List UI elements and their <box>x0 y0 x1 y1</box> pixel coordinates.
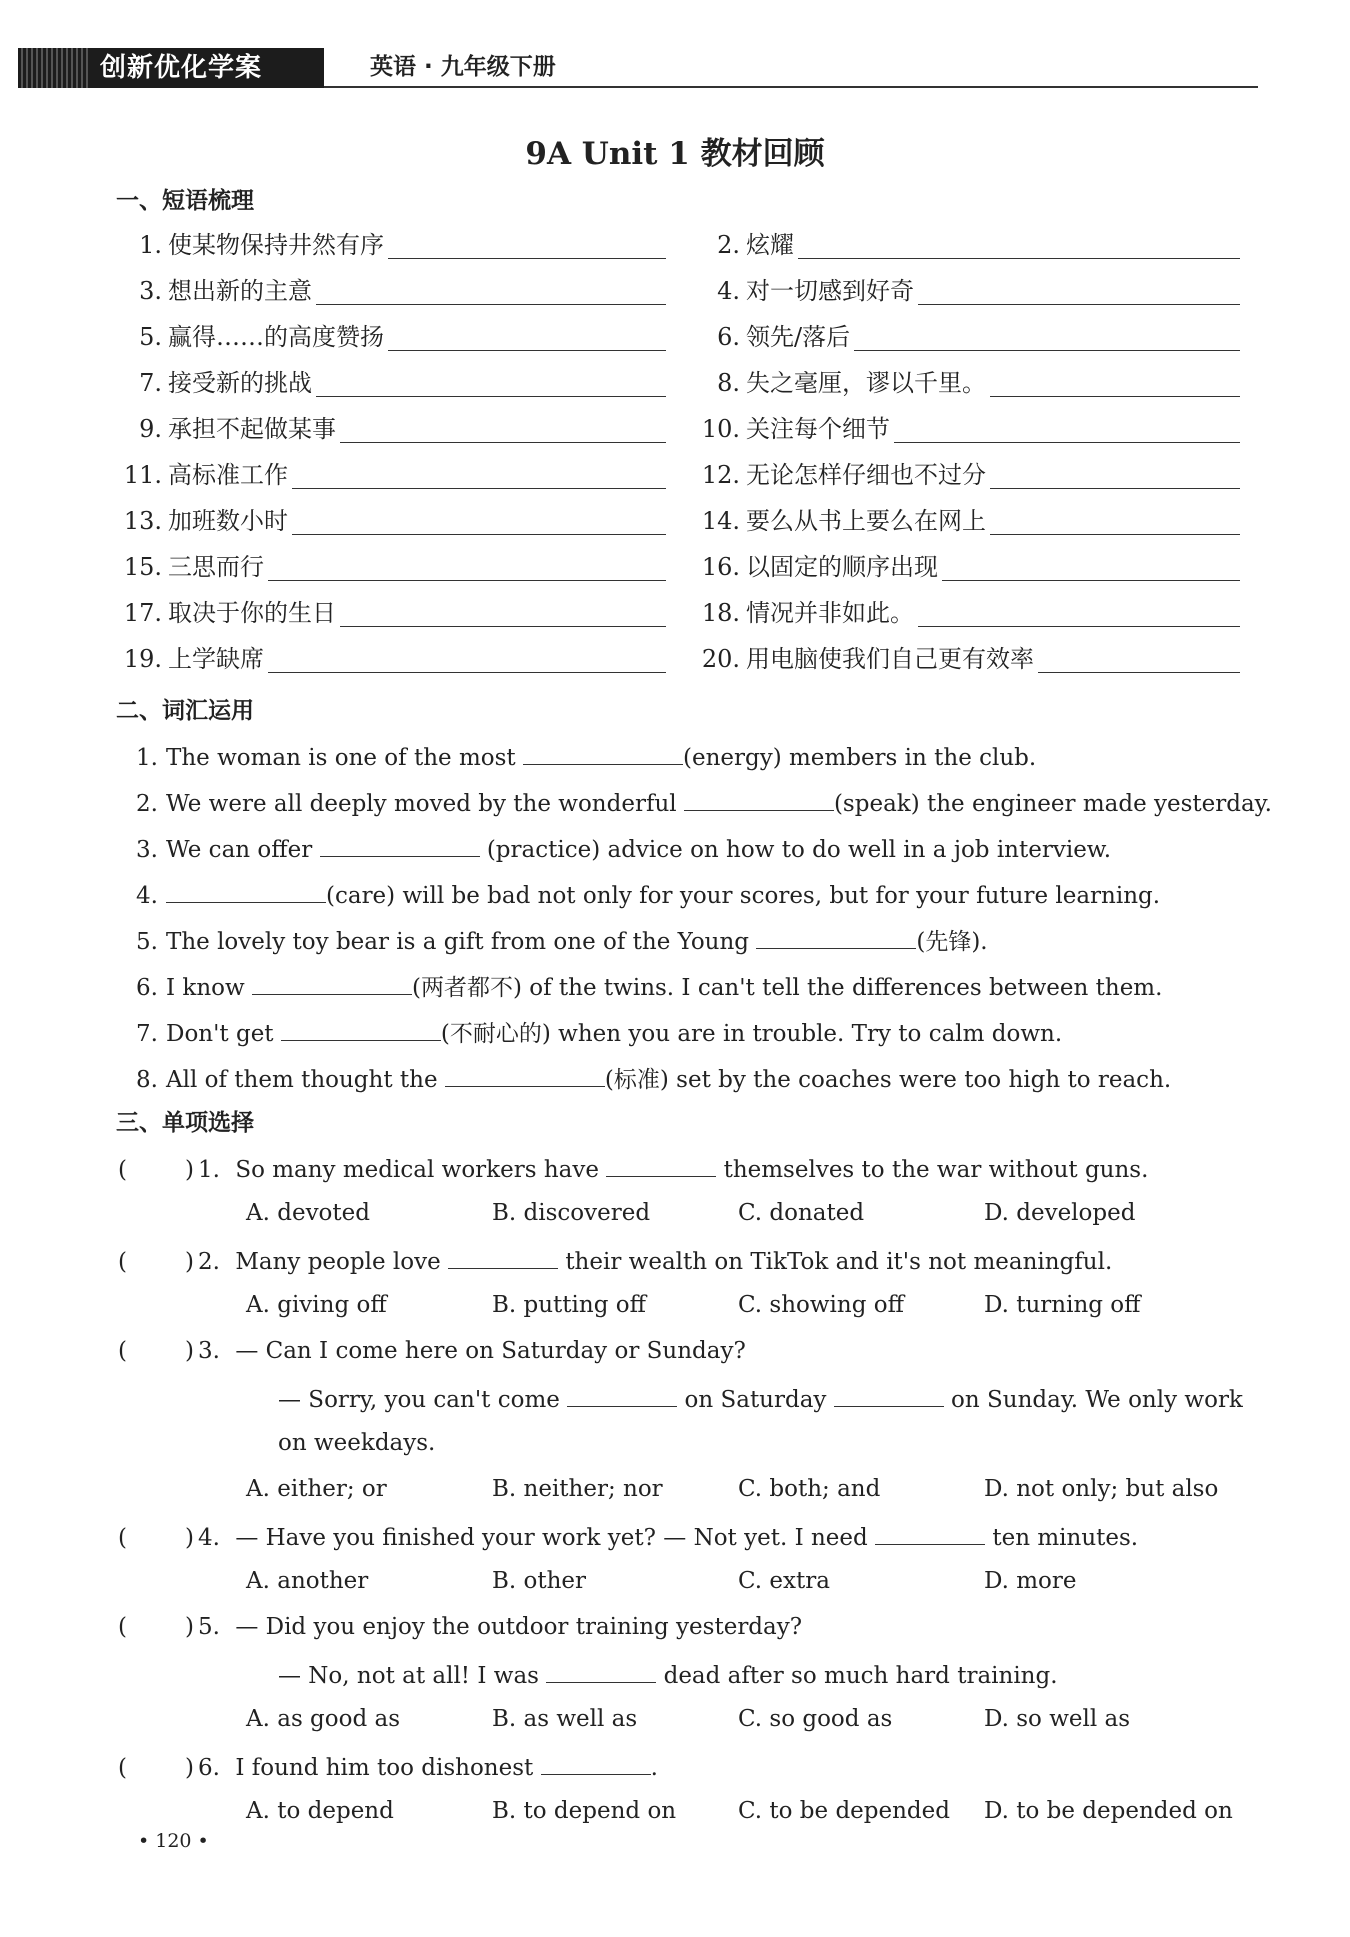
phrase-item <box>696 320 1240 354</box>
mc-question-3-line3: on weekdays. <box>278 1430 436 1456</box>
section3-heading: 三、单项选择 <box>116 1110 254 1136</box>
subject-label: 英语 · 九年级下册 <box>370 54 556 80</box>
answer-blank[interactable] <box>854 320 1240 351</box>
phrase-text: 失之毫厘，谬以千里。 <box>746 369 986 397</box>
vocab-item: 2. We were all deeply moved by the wonderful (speak) the engineer made yesterday. <box>126 784 1272 821</box>
phrase-item <box>118 412 666 446</box>
mc-question-1: ( ) 1. So many medical workers have themselves to the war without guns. <box>118 1150 1148 1187</box>
phrase-item <box>118 458 666 492</box>
option-a[interactable]: A. another <box>246 1568 369 1594</box>
option-b[interactable]: B. to depend on <box>492 1798 677 1824</box>
phrase-number: 17. <box>123 599 162 627</box>
phrase-text: 使某物保持井然有序 <box>168 231 384 259</box>
phrase-number: 5. <box>139 323 162 351</box>
answer-blank[interactable] <box>292 504 666 535</box>
option-b[interactable]: B. other <box>492 1568 587 1594</box>
option-a[interactable]: A. either; or <box>246 1476 387 1502</box>
option-c[interactable]: C. both; and <box>738 1476 881 1502</box>
option-b[interactable]: B. discovered <box>492 1200 651 1226</box>
answer-blank[interactable] <box>990 458 1240 489</box>
phrase-text: 关注每个细节 <box>746 415 890 443</box>
phrase-item <box>118 550 666 584</box>
phrase-item <box>118 366 666 400</box>
phrase-number: 4. <box>717 277 740 305</box>
phrase-item <box>696 412 1240 446</box>
phrase-item <box>118 596 666 630</box>
answer-blank[interactable] <box>445 1060 605 1087</box>
option-a[interactable]: A. devoted <box>246 1200 370 1226</box>
phrase-text: 想出新的主意 <box>168 277 312 305</box>
phrase-number: 14. <box>701 507 740 535</box>
option-b[interactable]: B. as well as <box>492 1706 638 1732</box>
phrase-number: 13. <box>123 507 162 535</box>
phrase-text: 以固定的顺序出现 <box>746 553 938 581</box>
phrase-item <box>696 596 1240 630</box>
mc-question-5: ( ) 5. — Did you enjoy the outdoor training yesterday? <box>118 1610 802 1644</box>
vocab-item: 1. The woman is one of the most (energy) members in the club. <box>126 738 1036 775</box>
phrase-number: 20. <box>701 645 740 673</box>
phrase-number: 1. <box>139 231 162 259</box>
option-d[interactable]: D. so well as <box>984 1706 1131 1732</box>
phrase-number: 10. <box>701 415 740 443</box>
answer-blank[interactable] <box>448 1242 558 1269</box>
option-b[interactable]: B. putting off <box>492 1292 646 1318</box>
answer-blank[interactable] <box>834 1380 944 1407</box>
phrase-text: 取决于你的生日 <box>168 599 336 627</box>
vocab-item: 5. The lovely toy bear is a gift from one of the Young (先锋). <box>126 922 988 959</box>
option-d[interactable]: D. not only; but also <box>984 1476 1219 1502</box>
answer-bracket[interactable]: ( ) <box>118 1157 194 1183</box>
phrase-text: 加班数小时 <box>168 507 288 535</box>
phrase-item <box>696 228 1240 262</box>
option-d[interactable]: D. more <box>984 1568 1077 1594</box>
answer-blank[interactable] <box>523 738 683 765</box>
phrase-item <box>118 642 666 676</box>
answer-blank[interactable] <box>268 550 666 581</box>
answer-blank[interactable] <box>546 1656 656 1683</box>
answer-bracket[interactable]: ( ) <box>118 1614 194 1640</box>
option-a[interactable]: A. as good as <box>246 1706 401 1732</box>
answer-bracket[interactable]: ( ) <box>118 1525 194 1551</box>
answer-bracket[interactable]: ( ) <box>118 1249 194 1275</box>
answer-blank[interactable] <box>942 550 1240 581</box>
phrase-text: 无论怎样仔细也不过分 <box>746 461 986 489</box>
phrase-number: 2. <box>717 231 740 259</box>
answer-blank[interactable] <box>541 1748 651 1775</box>
answer-blank[interactable] <box>990 504 1240 535</box>
mc-question-5-line2: — No, not at all! I was dead after so much hard training. <box>278 1656 1058 1693</box>
answer-blank[interactable] <box>606 1150 716 1177</box>
answer-blank[interactable] <box>281 1014 441 1041</box>
answer-blank[interactable] <box>340 596 666 627</box>
answer-blank[interactable] <box>292 458 666 489</box>
page-title: 9A Unit 1 教材回顾 <box>525 136 825 172</box>
phrase-item <box>696 504 1240 538</box>
answer-blank[interactable] <box>567 1380 677 1407</box>
phrase-item <box>696 550 1240 584</box>
phrase-text: 上学缺席 <box>168 645 264 673</box>
phrase-number: 18. <box>701 599 740 627</box>
mc-question-4: ( ) 4. — Have you finished your work yet? — Not yet. I need ten minutes. <box>118 1518 1138 1555</box>
option-c[interactable]: C. so good as <box>738 1706 893 1732</box>
vocab-item: 8. All of them thought the (标准) set by the coaches were too high to reach. <box>126 1060 1171 1097</box>
option-d[interactable]: D. to be depended on <box>984 1798 1233 1824</box>
vocab-item: 6. I know (两者都不) of the twins. I can't tell the differences between them. <box>126 968 1162 1005</box>
phrase-text: 领先/落后 <box>746 323 851 351</box>
answer-blank[interactable] <box>166 876 326 903</box>
phrase-number: 9. <box>139 415 162 443</box>
option-d[interactable]: D. turning off <box>984 1292 1141 1318</box>
mc-question-3: ( ) 3. — Can I come here on Saturday or Sunday? <box>118 1334 746 1368</box>
phrase-number: 16. <box>701 553 740 581</box>
answer-bracket[interactable]: ( ) <box>118 1755 194 1781</box>
option-c[interactable]: C. donated <box>738 1200 865 1226</box>
mc-question-2: ( ) 2. Many people love their wealth on TikTok and it's not meaningful. <box>118 1242 1112 1279</box>
phrase-number: 6. <box>717 323 740 351</box>
brand-text: 创新优化学案 <box>100 53 263 83</box>
option-c[interactable]: C. showing off <box>738 1292 904 1318</box>
phrase-number: 3. <box>139 277 162 305</box>
answer-blank[interactable] <box>756 922 916 949</box>
answer-blank[interactable] <box>1038 642 1240 673</box>
phrase-item <box>696 274 1240 308</box>
page-number: • 120 • <box>138 1830 209 1852</box>
answer-blank[interactable] <box>268 642 666 673</box>
answer-blank[interactable] <box>320 830 480 857</box>
answer-blank[interactable] <box>990 366 1240 397</box>
answer-blank[interactable] <box>684 784 834 811</box>
answer-blank[interactable] <box>894 412 1240 443</box>
phrase-number: 19. <box>123 645 162 673</box>
phrase-item <box>118 320 666 354</box>
phrase-item <box>696 642 1240 676</box>
vocab-item: 7. Don't get (不耐心的) when you are in trouble. Try to calm down. <box>126 1014 1062 1051</box>
phrase-item <box>118 274 666 308</box>
answer-blank[interactable] <box>252 968 412 995</box>
phrase-text: 情况并非如此。 <box>746 599 914 627</box>
phrase-item <box>696 458 1240 492</box>
phrase-number: 8. <box>717 369 740 397</box>
vocab-item: 4. (care) will be bad not only for your scores, but for your future learning. <box>126 876 1160 913</box>
answer-blank[interactable] <box>798 228 1240 259</box>
section2-heading: 二、词汇运用 <box>116 698 254 724</box>
phrase-text: 用电脑使我们自己更有效率 <box>746 645 1034 673</box>
phrase-text: 对一切感到好奇 <box>746 277 914 305</box>
option-d[interactable]: D. developed <box>984 1200 1136 1226</box>
phrase-item <box>118 504 666 538</box>
mc-question-6: ( ) 6. I found him too dishonest . <box>118 1748 658 1785</box>
answer-blank[interactable] <box>388 228 666 259</box>
phrase-item <box>696 366 1240 400</box>
phrase-number: 7. <box>139 369 162 397</box>
option-a[interactable]: A. giving off <box>246 1292 387 1318</box>
option-c[interactable]: C. to be depended <box>738 1798 950 1824</box>
brand-stripe <box>18 48 88 88</box>
phrase-text: 接受新的挑战 <box>168 369 312 397</box>
page-header <box>18 48 1258 88</box>
answer-blank[interactable] <box>918 274 1240 305</box>
vocab-item: 3. We can offer (practice) advice on how to do well in a job interview. <box>126 830 1111 867</box>
phrase-text: 承担不起做某事 <box>168 415 336 443</box>
answer-blank[interactable] <box>340 412 666 443</box>
phrase-text: 要么从书上要么在网上 <box>746 507 986 535</box>
phrase-number: 11. <box>123 461 162 489</box>
phrase-item <box>118 228 666 262</box>
answer-blank[interactable] <box>316 274 666 305</box>
phrase-text: 赢得……的高度赞扬 <box>168 323 384 351</box>
mc-question-3-line2: — Sorry, you can't come on Saturday on Sunday. We only work <box>278 1380 1243 1417</box>
phrase-text: 高标准工作 <box>168 461 288 489</box>
phrase-text: 三思而行 <box>168 553 264 581</box>
answer-blank[interactable] <box>918 596 1240 627</box>
brand-logo <box>18 48 324 88</box>
option-b[interactable]: B. neither; nor <box>492 1476 663 1502</box>
option-a[interactable]: A. to depend <box>246 1798 394 1824</box>
header-rule <box>324 86 1258 88</box>
section1-heading: 一、短语梳理 <box>116 188 254 214</box>
answer-blank[interactable] <box>388 320 666 351</box>
phrase-number: 15. <box>123 553 162 581</box>
phrase-number: 12. <box>701 461 740 489</box>
answer-blank[interactable] <box>875 1518 985 1545</box>
phrase-text: 炫耀 <box>746 231 794 259</box>
answer-blank[interactable] <box>316 366 666 397</box>
option-c[interactable]: C. extra <box>738 1568 830 1594</box>
answer-bracket[interactable]: ( ) <box>118 1338 194 1364</box>
